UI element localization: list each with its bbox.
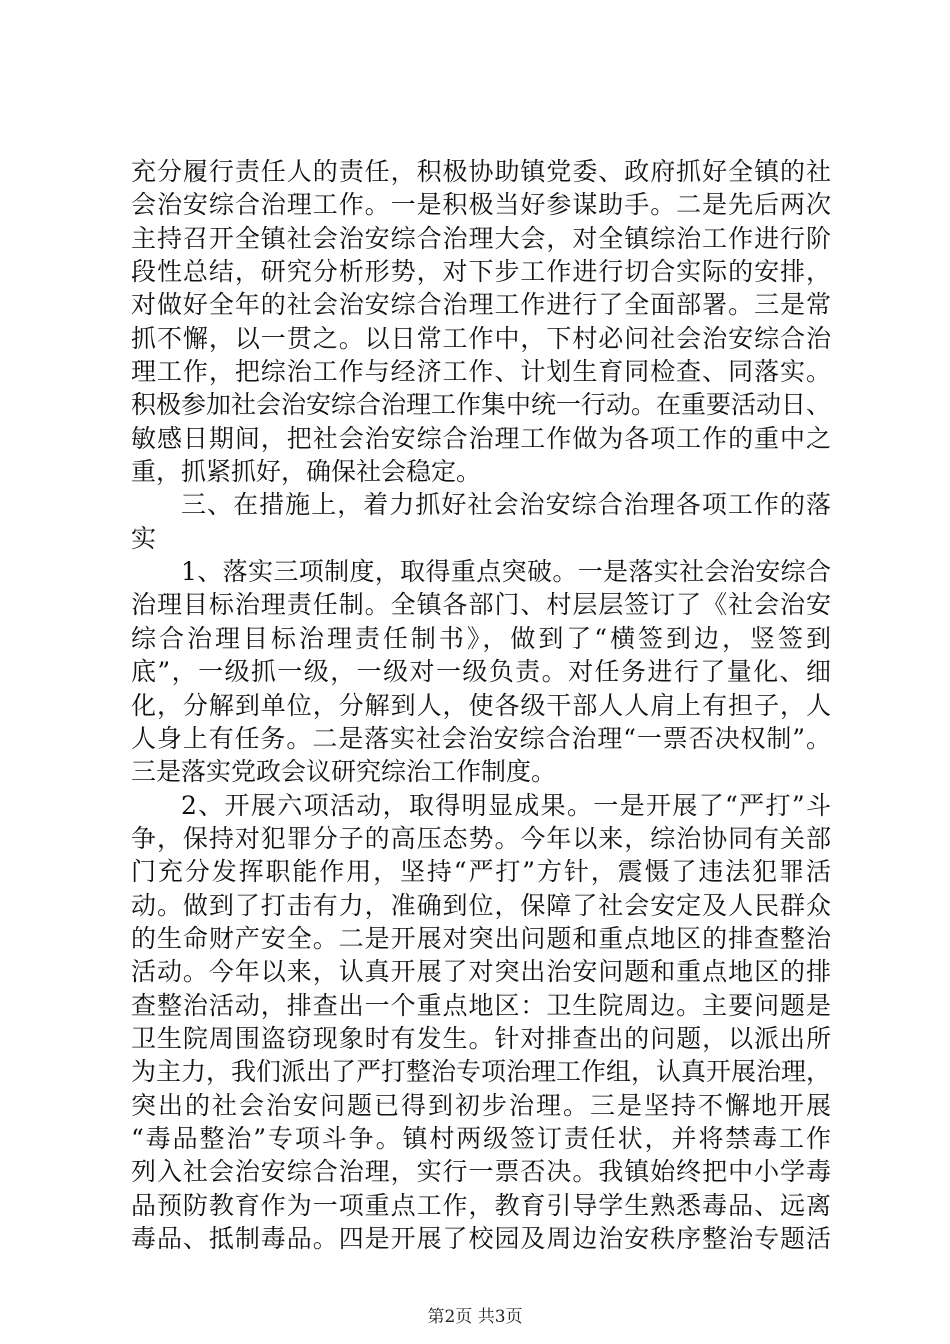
text-line: 活动。今年以来，认真开展了对突出治安问题和重点地区的排: [131, 957, 831, 987]
text-line: 品预防教育作为一项重点工作，教育引导学生熟悉毒品、远离: [131, 1190, 831, 1220]
text-line: 敏感日期间，把社会治安综合治理工作做为各项工作的重中之: [131, 423, 831, 453]
text-line: 人身上有任务。二是落实社会治安综合治理“一票否决权制”。: [131, 723, 831, 753]
text-line: 会治安综合治理工作。一是积极当好参谋助手。二是先后两次: [131, 190, 831, 220]
text-line: 综合治理目标治理责任制书》，做到了“横签到边，竖签到: [131, 623, 831, 653]
text-line: 治理目标治理责任制。全镇各部门、村层层签订了《社会治安: [131, 590, 831, 620]
text-line: 2、开展六项活动，取得明显成果。一是开展了“严打”斗: [181, 790, 831, 820]
text-line: 主持召开全镇社会治安综合治理大会，对全镇综治工作进行阶: [131, 223, 831, 253]
body-text: [131, 155, 831, 1255]
text-line: 三、在措施上，着力抓好社会治安综合治理各项工作的落: [181, 490, 831, 520]
text-line: 三是落实党政会议研究综治工作制度。: [131, 757, 557, 787]
text-line: 重，抓紧抓好，确保社会稳定。: [131, 457, 482, 487]
text-line: 门充分发挥职能作用，坚持“严打”方针，震慑了违法犯罪活: [131, 857, 831, 887]
text-line: 化，分解到单位，分解到人，使各级干部人人肩上有担子，人: [131, 690, 831, 720]
text-line: 充分履行责任人的责任，积极协助镇党委、政府抓好全镇的社: [131, 157, 831, 186]
page-footer: 第2页 共3页: [427, 1307, 523, 1327]
text-line: 的生命财产安全。二是开展对突出问题和重点地区的排查整治: [131, 923, 831, 953]
text-line: 动。做到了打击有力，准确到位，保障了社会安定及人民群众: [131, 890, 831, 920]
text-line: 1、落实三项制度，取得重点突破。一是落实社会治安综合: [181, 557, 831, 587]
text-line: 段性总结，研究分析形势，对下步工作进行切合实际的安排，: [131, 257, 831, 287]
text-line: 查整治活动，排查出一个重点地区：卫生院周边。主要问题是: [131, 990, 831, 1020]
text-line: 实: [131, 523, 157, 553]
text-line: 为主力，我们派出了严打整治专项治理工作组，认真开展治理，: [131, 1057, 831, 1087]
text-line: 理工作，把综治工作与经济工作、计划生育同检查、同落实。: [131, 357, 831, 387]
text-line: 列入社会治安综合治理，实行一票否决。我镇始终把中小学毒: [131, 1157, 831, 1187]
text-line: “毒品整治”专项斗争。镇村两级签订责任状，并将禁毒工作: [131, 1123, 831, 1153]
text-line: 积极参加社会治安综合治理工作集中统一行动。在重要活动日、: [131, 390, 831, 420]
text-line: 争，保持对犯罪分子的高压态势。今年以来，综治协同有关部: [131, 823, 831, 853]
text-line: 底”，一级抓一级，一级对一级负责。对任务进行了量化、细: [131, 657, 831, 687]
text-line: 突出的社会治安问题已得到初步治理。三是坚持不懈地开展: [131, 1090, 831, 1120]
text-line: 抓不懈，以一贯之。以日常工作中，下村必问社会治安综合治: [131, 323, 831, 353]
text-line: 毒品、抵制毒品。四是开展了校园及周边治安秩序整治专题活: [131, 1224, 831, 1253]
text-line: 对做好全年的社会治安综合治理工作进行了全面部署。三是常: [131, 290, 831, 320]
text-line: 卫生院周围盗窃现象时有发生。针对排查出的问题，以派出所: [131, 1023, 831, 1053]
